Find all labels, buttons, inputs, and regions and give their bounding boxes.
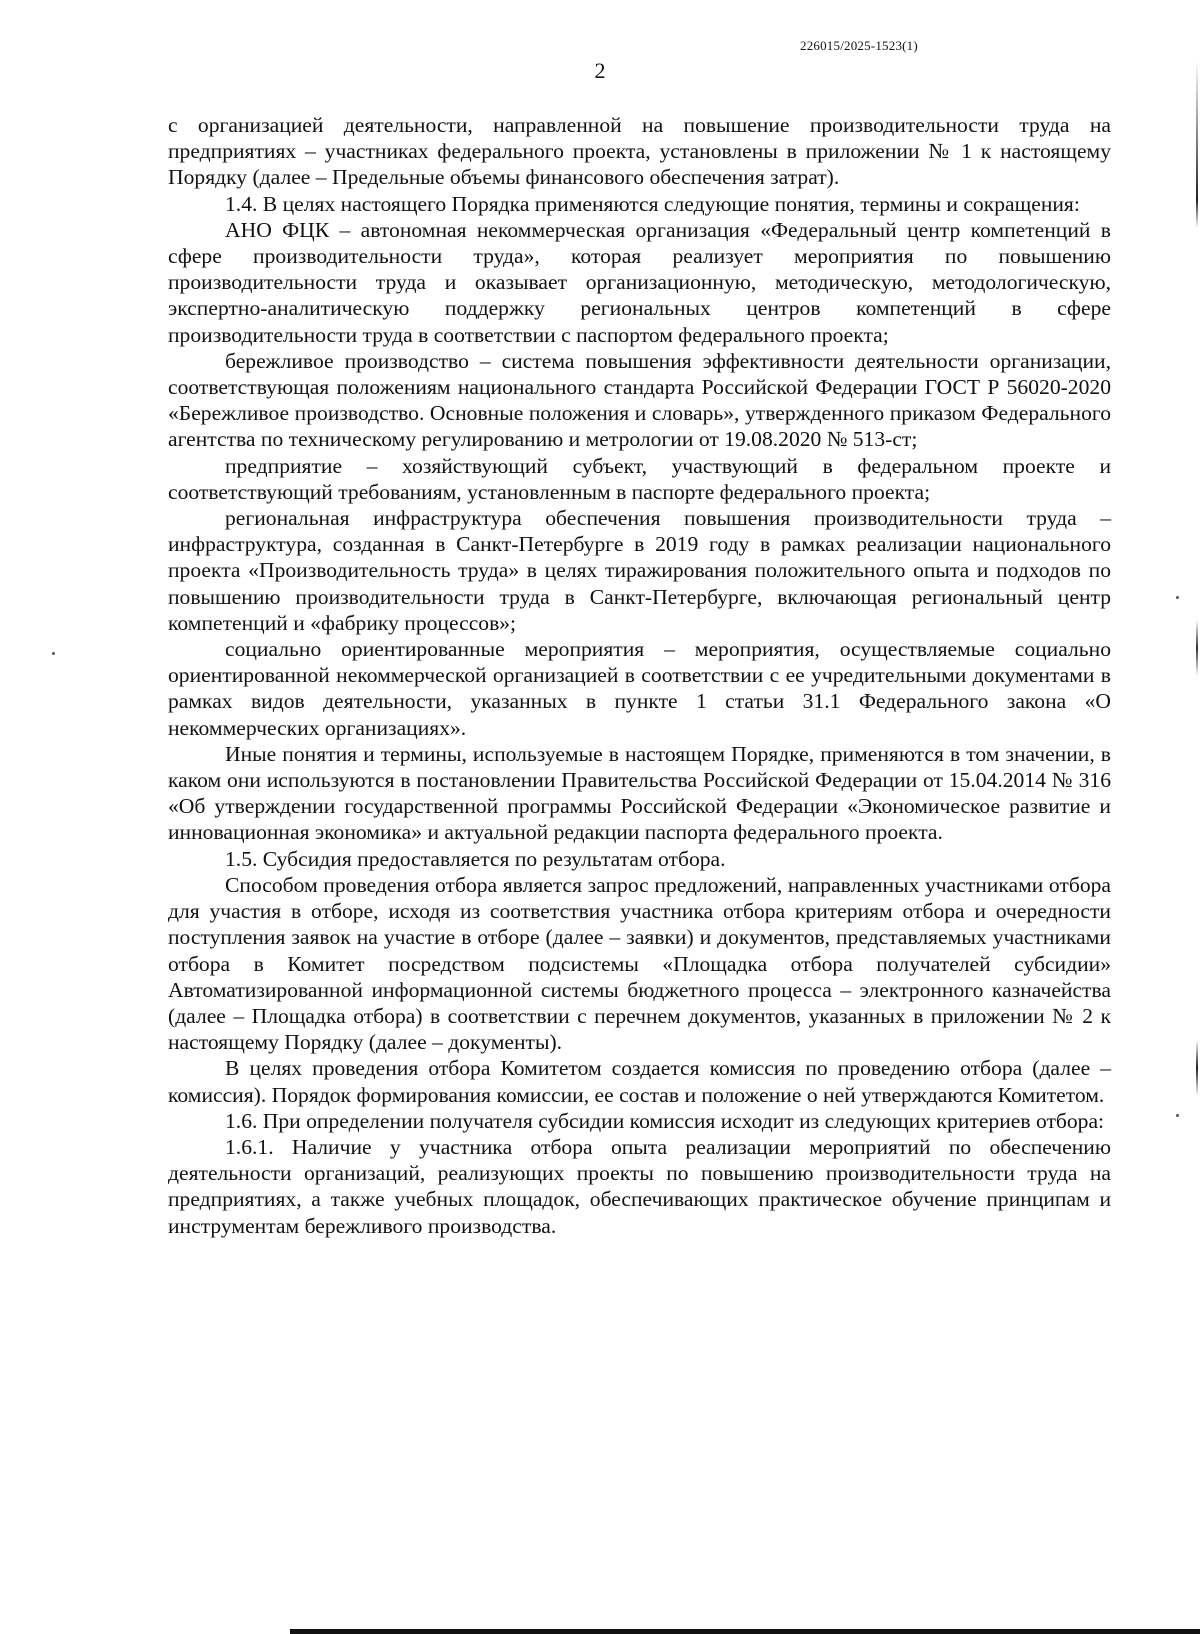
paragraph-selection-method: Способом проведения отбора является запрос предложений, направленных участниками отбора для участия в отборе, исходя из соответствия участника отбора критериям отбора и очередности поступления заявок на участие в отборе (далее – заявки) и документов, представляемых участниками отбора в Комитет посредством подсистемы «Площадка отбора получателей субсидии» Автоматизированной информационной системы бюджетного процесса – электронного казначейства (далее – Площадка отбора) в соответствии с перечнем документов, указанных в приложении № 2 к настоящему Порядку (далее – документы). — [168, 872, 1111, 1055]
paragraph-1-6: 1.6. При определении получателя субсидии комиссия исходит из следующих критериев отбора: — [225, 1108, 1105, 1133]
document-body — [168, 112, 1111, 1239]
paragraph-definition-ano-fck: АНО ФЦК – автономная некоммерческая организация «Федеральный центр компетенций в сфере производительности труда», которая реализует мероприятия по повышению производительности труда и оказывает организационную, методическую, методологическую, экспертно-аналитическую поддержку региональных центров компетенций в сфере производительности труда в соответствии с паспортом федерального проекта; — [168, 217, 1111, 347]
paragraph-continuation: с организацией деятельности, направленной на повышение производительности труда на предприятиях – участниках федерального проекта, установлены в приложении № 1 к настоящему Порядку (далее – Предельные объемы финансового обеспечения затрат). — [168, 113, 1111, 190]
scan-speck — [52, 652, 55, 655]
paragraph-1-4: 1.4. В целях настоящего Порядка применяются следующие понятия, термины и сокращения: — [225, 191, 1080, 216]
document-registration-number: 226015/2025-1523(1) — [800, 38, 918, 53]
paragraph-other-terms: Иные понятия и термины, используемые в настоящем Порядке, применяются в том значении, в каком они используются в постановлении Правительства Российской Федерации от 15.04.2014 № 316 «Об утверждении государственной программы Российской Федерации «Экономическое развитие и инновационная экономика» и актуальной редакции паспорта федерального проекта. — [168, 741, 1111, 845]
paragraph-1-5: 1.5. Субсидия предоставляется по результатам отбора. — [225, 846, 726, 871]
paragraph-definition-social-activities: социально ориентированные мероприятия – мероприятия, осуществляемые социально ориентированной некоммерческой организацией в соответствии с ее учредительными документами в рамках видов деятельности, указанных в пункте 1 статьи 31.1 Федерального закона «О некоммерческих организациях». — [168, 637, 1111, 740]
scan-speck — [1176, 1114, 1179, 1117]
scan-edge-artifact — [1196, 60, 1198, 1460]
paragraph-definition-enterprise: предприятие – хозяйствующий субъект, участвующий в федеральном проекте и соответствующий требованиям, установленным в паспорте федерального проекта; — [168, 453, 1111, 504]
scan-bottom-edge — [290, 1629, 1200, 1634]
scan-speck — [1176, 596, 1179, 599]
paragraph-definition-regional-infrastructure: региональная инфраструктура обеспечения повышения производительности труда – инфраструктура, созданная в Санкт-Петербурге в 2019 году в рамках реализации национального проекта «Производительность труда» в целях тиражирования положительного опыта и подходов по повышению производительности труда в Санкт-Петербурге, включающая региональный центр компетенций и «фабрику процессов»; — [168, 506, 1111, 635]
paragraph-1-6-1: 1.6.1. Наличие у участника отбора опыта реализации мероприятий по обеспечению деятельности организаций, реализующих проекты по повышению производительности труда на предприятиях, а также учебных площадок, обеспечивающих практическое обучение принципам и инструментам бережливого производства. — [168, 1134, 1111, 1238]
paragraph-definition-lean-production: бережливое производство – система повышения эффективности деятельности организации, соответствующая положениям национального стандарта Российской Федерации ГОСТ Р 56020-2020 «Бережливое производство. Основные положения и словарь», утвержденного приказом Федерального агентства по техническому регулированию и метрологии от 19.08.2020 № 513-ст; — [168, 348, 1111, 452]
page-number: 2 — [594, 58, 606, 83]
paragraph-commission: В целях проведения отбора Комитетом создается комиссия по проведению отбора (далее – комиссия). Порядок формирования комиссии, ее состав и положение о ней утверждаются Комитетом. — [168, 1056, 1111, 1107]
